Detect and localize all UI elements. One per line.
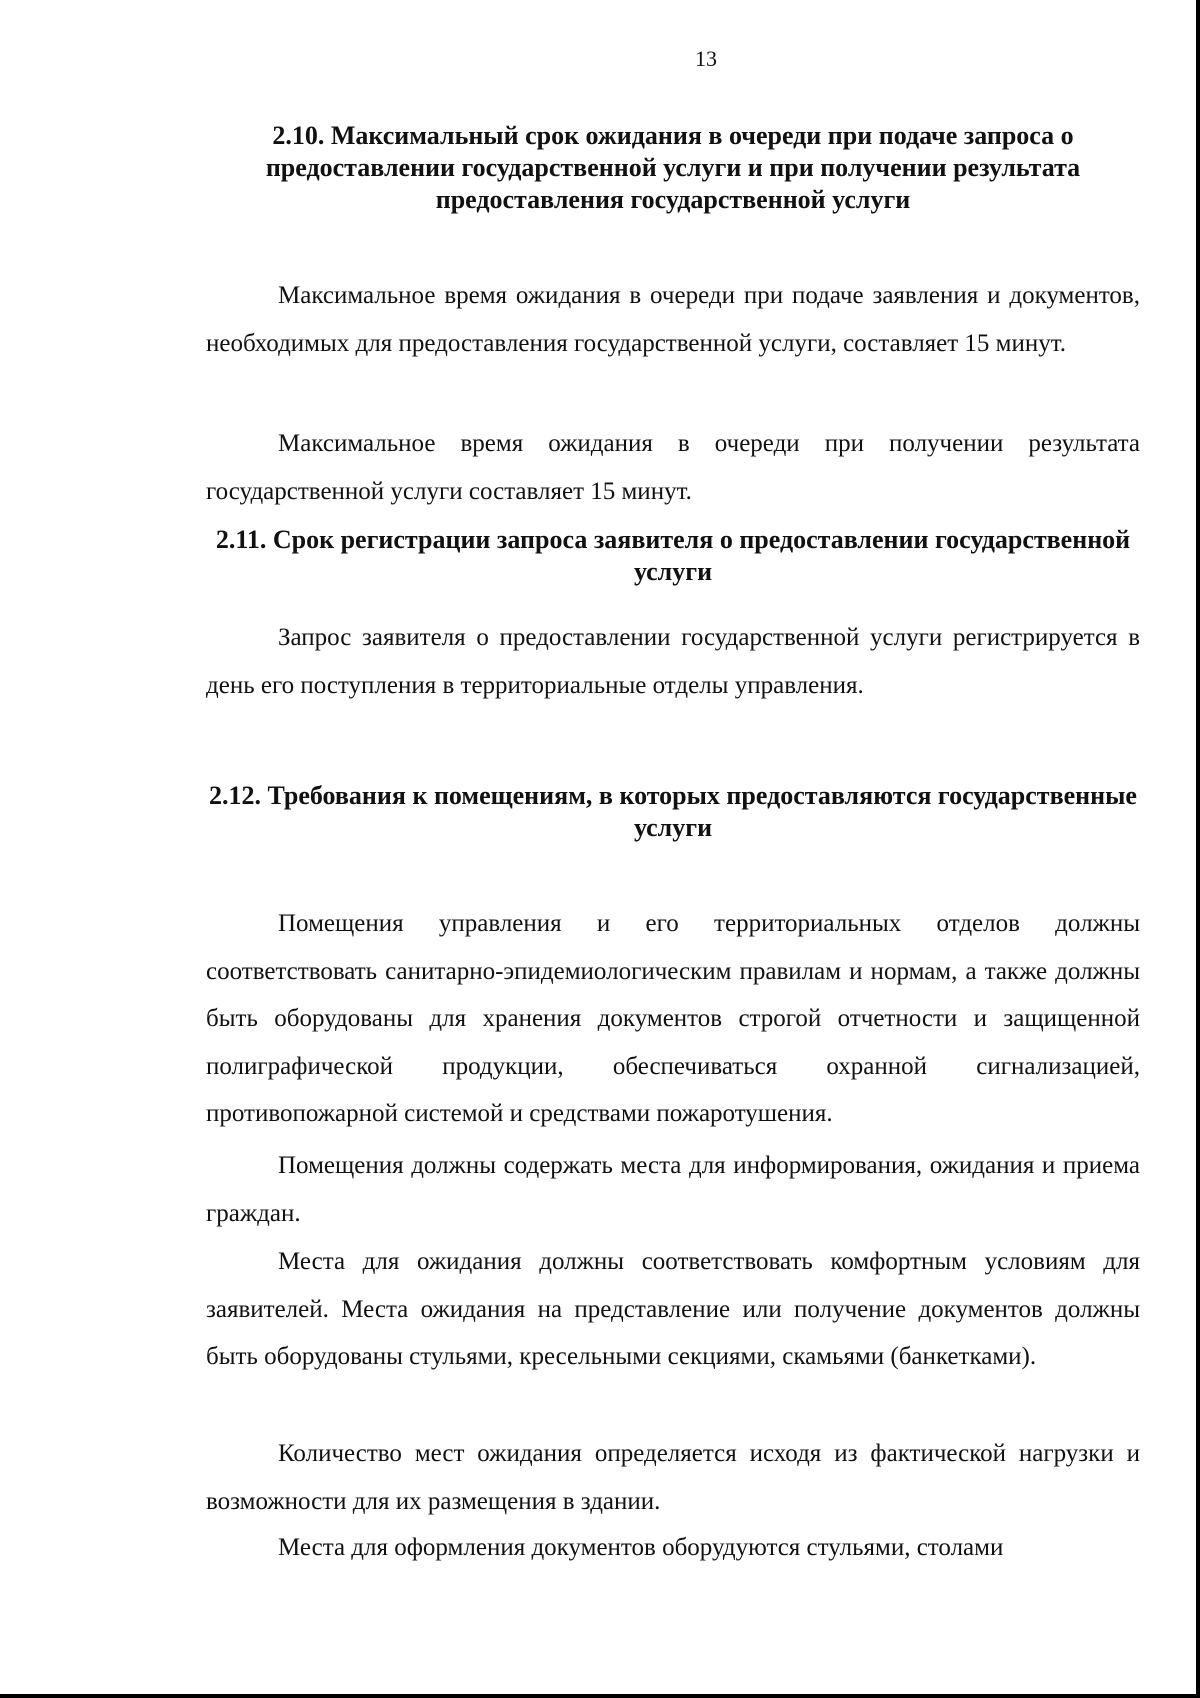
paragraph: Максимальное время ожидания в очереди при получении результата государственной услуги составляет 15 минут. [206,430,1140,505]
paragraph: Места для оформления документов оборудуются стульями, столами [278,1534,1004,1561]
page-number: 13 [695,46,717,71]
section-heading-2-12: 2.12. Требования к помещениям, в которых предоставляются государственные услуги [209,781,1137,842]
paragraph: Максимальное время ожидания в очереди при подаче заявления и документов, необходимых для предоставления государственной услуги, составляет 15 минут. [206,282,1140,357]
paragraph: Количество мест ожидания определяется исходя из фактической нагрузки и возможности для их размещения в здании. [206,1440,1140,1515]
paragraph: Помещения управления и его территориальных отделов должны соответствовать санитарно-эпидемиологическим правилам и нормам, а также должны быть оборудованы для хранения документов строгой отчетности и защищенной полиграфической продукции, обеспечиваться охранной сигнализацией, противопожарной системой и средствами пожаротушения. [206,910,1140,1127]
paragraph: Запрос заявителя о предоставлении государственной услуги регистрируется в день его поступления в территориальные отделы управления. [206,624,1140,699]
section-heading-2-10: 2.10. Максимальный срок ожидания в очереди при подаче запроса о предоставлении государственной услуги и при получении результата предоставления государственной услуги [265,121,1081,214]
paragraph: Места для ожидания должны соответствовать комфортным условиям для заявителей. Места ожидания на представление или получение документов должны быть оборудованы стульями, кресельными секциями, скамьями (банкетками). [206,1248,1140,1370]
section-heading-2-11: 2.11. Срок регистрации запроса заявителя о предоставлении государственной услуги [215,525,1131,586]
paragraph: Помещения должны содержать места для информирования, ожидания и приема граждан. [206,1152,1140,1227]
